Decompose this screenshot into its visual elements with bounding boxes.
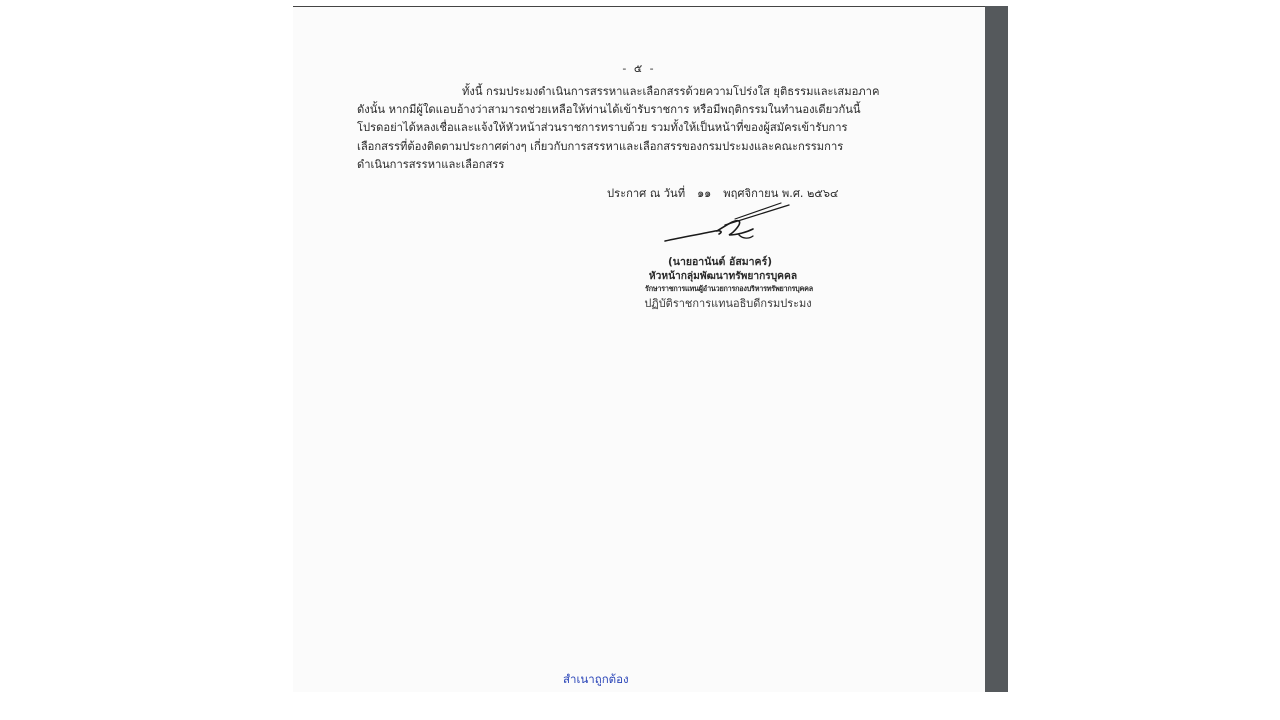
paragraph-line: ดังนั้น หากมีผู้ใดแอบอ้างว่าสามารถช่วยเหลือให้ท่านได้เข้ารับราชการ หรือมีพฤติกรรมในทำนองเดียวกันนี้ — [357, 103, 861, 117]
signer-title: หัวหน้ากลุ่มพัฒนาทรัพยากรบุคคล — [648, 271, 798, 282]
pdf-viewer — [293, 6, 1008, 692]
announcement-date — [607, 184, 838, 202]
page-number: - ๕ - — [622, 62, 656, 75]
handwritten-signature — [663, 201, 793, 247]
date-day: ๑๑ — [697, 187, 712, 200]
signer-name: (นายอานันต์ อัสมาคร์) — [667, 256, 773, 268]
paragraph-line: ดำเนินการสรรหาและเลือกสรร — [357, 157, 505, 171]
date-month-year: พฤศจิกายน พ.ศ. ๒๕๖๔ — [723, 187, 839, 200]
document-page — [293, 7, 985, 692]
paragraph-line: เลือกสรรที่ต้องติดตามประกาศต่างๆ เกี่ยวกับการสรรหาและเลือกสรรของกรมประมงและคณะกรรมการ — [357, 139, 844, 153]
signer-acting-position: รักษาราชการแทนผู้อำนวยการกองบริหารทรัพยากรบุคคล — [645, 284, 813, 293]
paragraph-line: โปรดอย่าได้หลงเชื่อและแจ้งให้หัวหน้าส่วนราชการทราบด้วย รวมทั้งให้เป็นหน้าที่ของผู้สมัครเข้ารับการ — [357, 121, 848, 135]
viewer-scrollbar[interactable] — [985, 6, 1008, 692]
announcement-paragraph — [357, 83, 909, 174]
date-prefix: ประกาศ ณ วันที่ — [607, 187, 686, 200]
paragraph-line: ทั้งนี้ กรมประมงดำเนินการสรรหาและเลือกสรรด้วยความโปร่งใส ยุติธรรมและเสมอภาค — [462, 85, 880, 98]
certified-copy-stamp: สำเนาถูกต้อง — [563, 672, 629, 686]
signer-acting-on-behalf: ปฏิบัติราชการแทนอธิบดีกรมประมง — [644, 297, 812, 310]
